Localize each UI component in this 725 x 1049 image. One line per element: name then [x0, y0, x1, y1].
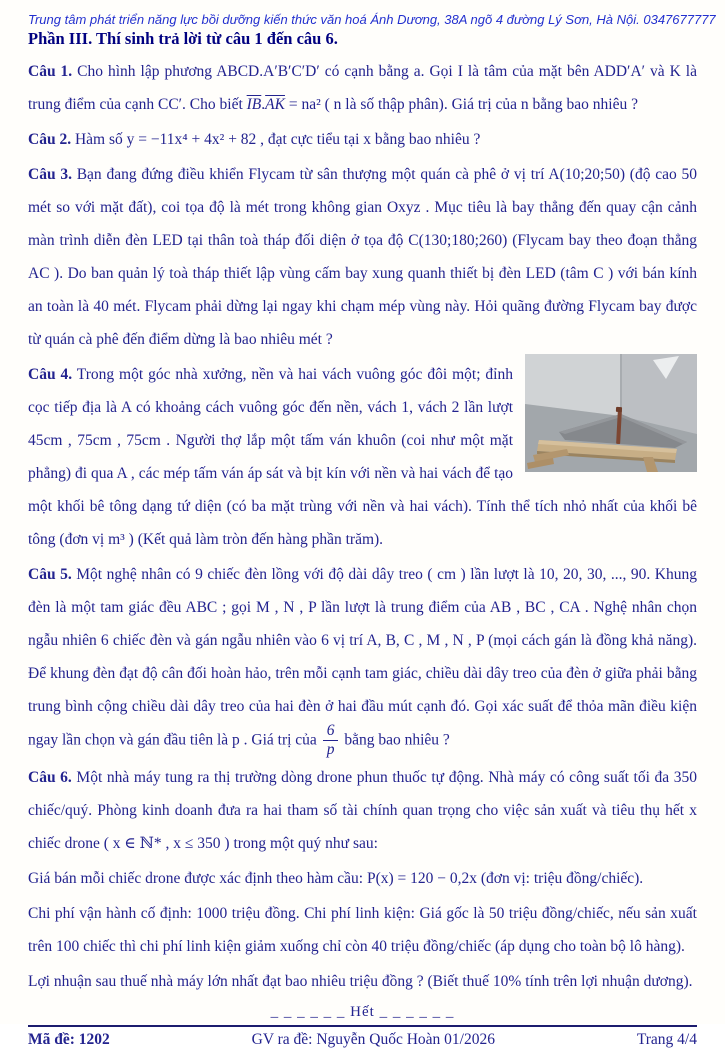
page-number: Trang 4/4	[636, 1030, 697, 1048]
question-1	[28, 55, 697, 121]
question-6-text: Một nhà máy tung ra thị trường dòng drone phun thuốc tự động. Nhà máy có công suất tối đa 350 chiếc/quý. Phòng kinh doanh đưa ra hai tham số tài chính quan trọng cho việc sản xuất và tiêu thụ hết x chiếc drone ( x ∈ ℕ* , x ≤ 350 ) trong một quý như sau:	[28, 768, 697, 852]
fraction-6-over-p	[323, 723, 339, 759]
fraction-numerator: 6	[323, 723, 339, 741]
fraction-denominator: p	[326, 741, 335, 759]
question-6-costs: Chi phí vận hành cố định: 1000 triệu đồng. Chi phí linh kiện: Giá gốc là 50 triệu đồng/chiếc, nếu sản xuất trên 100 chiếc thì chi phí linh kiện giảm xuống chỉ còn 40 triệu đồng/chiếc (áp dụng cho toàn bộ lô hàng).	[28, 904, 697, 955]
question-6-price-function: Giá bán mỗi chiếc drone được xác định theo hàm cầu: P(x) = 120 − 0,2x (đơn vị: triệu đồng/chiếc).	[28, 869, 644, 887]
question-3-text: Bạn đang đứng điều khiển Flycam từ sân thượng một quán cà phê ở vị trí A(10;20;50) (độ cao 50 mét so với mặt đất), coi tọa độ là mét trong không gian Oxyz . Mục tiêu là bay thẳng đến quay cận cảnh màn trình diễn đèn LED tại thân toà tháp đối diện ở tọa độ C(130;180;260) (Flycam bay theo đoạn thẳng AC ). Do ban quản lý toà tháp thiết lập vùng cấm bay xung quanh thiết bị đèn LED (tâm C ) với bán kính an toàn là 40 mét. Flycam phải dừng lại ngay khi chạm mép vùng này. Hỏi quãng đường Flycam bay được từ quán cà phê đến điểm dừng là bao nhiêu mét ?	[28, 166, 697, 348]
question-5	[28, 558, 697, 759]
question-5-text-tail: bằng bao nhiêu ?	[340, 731, 450, 749]
question-6-label: Câu 6.	[28, 768, 72, 786]
page-footer	[28, 1027, 697, 1049]
question-2-text: Hàm số y = −11x⁴ + 4x² + 82 , đạt cực tiểu tại x bằng bao nhiêu ?	[71, 131, 481, 148]
end-marker: _ _ _ _ _ _ Hết _ _ _ _ _ _	[270, 1003, 455, 1020]
question-3	[28, 158, 697, 356]
question-4-text: Trong một góc nhà xưởng, nền và hai vách vuông góc đôi một; đỉnh cọc tiếp địa là A có khoảng cách vuông góc đến nền, vách 1, vách 2 lần lượt 45cm , 75cm , 75cm . Người thợ lắp một tấm ván khuôn (coi như một mặt phẳng) đi qua A , các mép tấm ván áp sát và bịt kín với nền và hai vách để tạo một khối bê tông dạng tứ diện (có ba mặt trùng với nền và hai vách). Tính thể tích nhỏ nhất của khối bê tông (đơn vị m³ ) (Kết quả làm tròn đến hàng phần trăm).	[28, 366, 697, 548]
exam-code: Mã đề: 1202	[28, 1030, 110, 1048]
formwork-photo-illustration	[525, 354, 697, 472]
question-1-label: Câu 1.	[28, 63, 73, 80]
question-6	[28, 761, 697, 860]
vector-overline-IB: $\overline{IB}$	[246, 96, 262, 113]
question-2-label: Câu 2.	[28, 131, 72, 148]
question-4	[28, 358, 697, 556]
center-header: Trung tâm phát triển năng lực bồi dưỡng kiến thức văn hoá Ánh Dương, 38A ngõ 4 đường Lý Sơn, Hà Nội. 0347677777	[28, 12, 716, 27]
corner-concrete-formwork-photo	[525, 354, 697, 472]
section-title: Phần III. Thí sinh trả lời từ câu 1 đến câu 6.	[28, 29, 338, 48]
vector-dot: .	[261, 96, 266, 113]
question-4-label: Câu 4.	[28, 366, 73, 383]
vector-overline-AK: $\overline{AK}$	[265, 96, 285, 113]
question-2	[28, 123, 697, 156]
question-6-profit-question: Lợi nhuận sau thuế nhà máy lớn nhất đạt bao nhiêu triệu đồng ? (Biết thuế 10% tính trên lợi nhuận dương).	[28, 972, 693, 990]
question-5-label: Câu 5.	[28, 566, 72, 583]
question-1-text-tail: = na² ( n là số thập phân). Giá trị của n bằng bao nhiêu ?	[284, 96, 638, 113]
question-3-label: Câu 3.	[28, 166, 72, 183]
question-5-text: Một nghệ nhân có 9 chiếc đèn lồng với độ dài dây treo ( cm ) lần lượt là 10, 20, 30, ..., 90. Khung đèn là một tam giác đều ABC ; gọi M , N , P lần lượt là trung điểm của AB , BC , CA . Nghệ nhân chọn ngẫu nhiên 6 chiếc đèn và gán ngẫu nhiên vào 6 vị trí A, B, C , M , N , P (mọi cách gán là đồng khả năng). Để khung đèn đạt độ cân đối hoàn hảo, trên mỗi cạnh tam giác, chiều dài dây treo của đèn ở giữa phải bằng trung bình cộng chiều dài dây treo của hai đèn ở hai đầu mút cạnh đó. Gọi xác suất để thỏa mãn điều kiện ngay lần chọn và gán đầu tiên là p . Giá trị của	[28, 566, 697, 749]
teacher-info: GV ra đề: Nguyễn Quốc Hoàn 01/2026	[251, 1030, 495, 1048]
question-1-text: Cho hình lập phương ABCD.A′B′C′D′ có cạnh bằng a. Gọi I là tâm của mặt bên ADD′A′ và K là trung điểm của cạnh CC′. Cho biết	[28, 63, 697, 113]
